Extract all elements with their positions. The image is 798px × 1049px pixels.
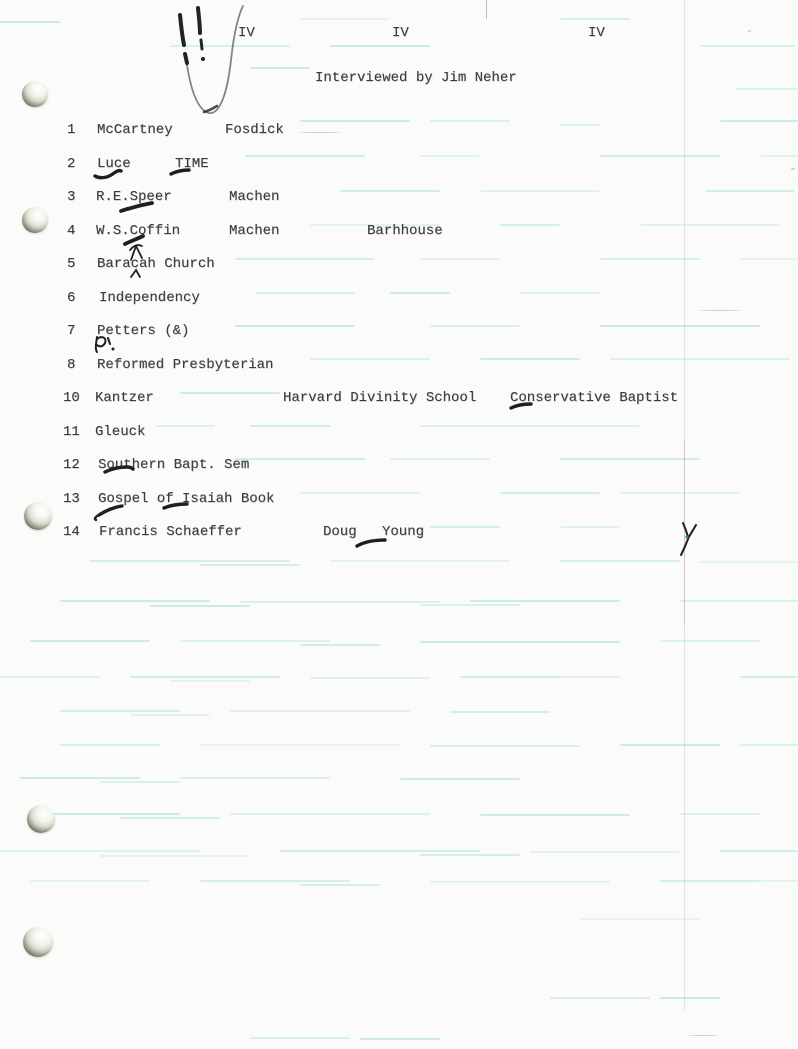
scan-streak <box>390 292 450 294</box>
list-item-number: 6 <box>67 290 76 306</box>
scan-streak <box>740 744 798 746</box>
page-numeral: IV <box>588 25 605 41</box>
scan-streak <box>340 190 440 192</box>
scan-streak <box>300 644 380 646</box>
scan-streak <box>300 120 410 122</box>
scan-streak <box>600 155 720 157</box>
punch-hole <box>24 502 52 530</box>
list-item-text: Gospel of Isaiah Book <box>98 491 275 507</box>
scan-streak <box>200 744 400 746</box>
list-item-number: 13 <box>63 491 80 507</box>
pen-scribble <box>180 6 243 113</box>
list-item-text: W.S.Coffin <box>96 223 181 239</box>
scan-streak <box>170 680 250 682</box>
scan-streak <box>735 88 798 90</box>
scan-streak <box>390 458 490 460</box>
list-item-text: Independency <box>99 290 200 306</box>
scan-streak <box>580 918 700 920</box>
ruled-vertical-line-pink <box>684 440 685 625</box>
punch-hole <box>22 81 48 107</box>
scan-streak <box>560 526 620 528</box>
scan-streak <box>470 600 620 602</box>
list-item-text: Francis Schaeffer <box>99 524 242 540</box>
list-item-text: Luce <box>97 156 131 172</box>
punch-hole <box>23 927 53 957</box>
scan-streak <box>230 813 430 815</box>
scan-streak <box>560 676 620 678</box>
scan-streak <box>420 258 500 260</box>
list-item-text: Southern Bapt. Sem <box>98 457 250 473</box>
scan-streak <box>560 560 680 562</box>
scan-streak <box>480 814 630 816</box>
scan-streak <box>660 880 760 882</box>
scan-streak <box>250 1037 350 1039</box>
scan-streak <box>520 292 600 294</box>
scan-streak <box>130 714 210 716</box>
scan-streak <box>760 155 798 157</box>
scan-streak <box>600 258 700 260</box>
scan-streak <box>700 561 798 563</box>
scan-streak <box>245 155 365 157</box>
scan-streak <box>560 458 700 460</box>
list-item-text: McCartney <box>97 122 173 138</box>
scan-smudge <box>700 310 740 311</box>
scan-streak <box>60 744 160 746</box>
list-item-number: 14 <box>63 524 80 540</box>
scan-streak <box>300 884 380 886</box>
scan-streak <box>200 880 350 882</box>
scan-streak <box>560 124 600 126</box>
list-item-number: 11 <box>63 424 80 440</box>
list-item-number: 3 <box>67 189 76 205</box>
scan-streak <box>680 600 798 602</box>
scan-streak <box>430 526 500 528</box>
scan-streak <box>660 997 720 999</box>
scan-streak <box>300 492 420 494</box>
scan-streak <box>620 492 740 494</box>
scan-streak <box>680 813 760 815</box>
scan-streak <box>0 676 100 678</box>
scan-streak <box>705 190 795 192</box>
scan-streak <box>420 155 480 157</box>
scan-streak <box>360 1038 440 1040</box>
scan-streak <box>180 777 330 779</box>
scan-streak <box>100 855 250 857</box>
scan-streak <box>130 676 280 678</box>
scan-streak <box>300 18 390 20</box>
scan-streak <box>420 425 640 427</box>
list-item-text: Machen <box>229 223 280 239</box>
scan-streak <box>230 710 410 712</box>
list-item-number: 12 <box>63 457 80 473</box>
scan-streak <box>740 676 798 678</box>
scan-streak <box>720 850 798 852</box>
scan-streak <box>610 358 790 360</box>
scan-streak <box>200 564 300 566</box>
list-item-number: 4 <box>67 223 76 239</box>
scan-streak <box>150 605 250 607</box>
punch-hole <box>22 207 48 233</box>
scan-streak <box>240 601 440 603</box>
scan-streak <box>60 710 180 712</box>
list-item-text: Doug <box>323 524 357 540</box>
scan-streak <box>180 392 280 394</box>
scan-streak <box>180 640 330 642</box>
scan-streak <box>600 325 760 327</box>
list-item-text: TIME <box>175 156 209 172</box>
list-item-number: 8 <box>67 357 76 373</box>
scan-streak <box>100 781 180 783</box>
scan-streak <box>430 325 520 327</box>
scan-streak <box>500 492 600 494</box>
scan-streak <box>250 425 330 427</box>
scan-streak <box>250 67 310 69</box>
scan-smudge <box>300 132 340 133</box>
page-title: Interviewed by Jim Neher <box>315 70 517 86</box>
scan-streak <box>660 640 760 642</box>
scan-streak <box>60 600 210 602</box>
scan-streak <box>120 817 220 819</box>
punch-hole <box>27 805 55 833</box>
scan-smudge <box>688 1035 718 1036</box>
scan-streak <box>480 358 580 360</box>
list-item-number: 1 <box>67 122 76 138</box>
list-item-text: Kantzer <box>95 390 154 406</box>
scan-streak <box>310 358 430 360</box>
scan-streak <box>310 677 430 679</box>
scan-streak <box>155 425 215 427</box>
scan-streak <box>550 997 650 999</box>
scan-streak <box>400 778 520 780</box>
scan-streak <box>620 744 720 746</box>
scan-smudge <box>748 30 751 32</box>
scan-streak <box>740 258 798 260</box>
list-item-text: R.E.Speer <box>96 189 172 205</box>
list-item-text: Machen <box>229 189 280 205</box>
list-item-number: 2 <box>67 156 76 172</box>
stray-vertical-mark <box>486 0 487 19</box>
scan-streak <box>30 640 150 642</box>
scan-streak <box>760 880 798 882</box>
list-item-text: Petters (&) <box>97 323 190 339</box>
scan-streak <box>450 711 550 713</box>
scan-streak <box>90 560 290 562</box>
scan-streak <box>235 458 365 460</box>
scan-streak <box>330 45 430 47</box>
list-item-text: Fosdick <box>225 122 284 138</box>
scan-streak <box>255 292 355 294</box>
scan-streak <box>530 851 680 853</box>
scan-streak <box>430 881 610 883</box>
list-item-number: 5 <box>67 256 76 272</box>
scan-streak <box>20 777 140 779</box>
scan-streak <box>420 854 520 856</box>
list-item-text: Young <box>382 524 425 540</box>
scan-streak <box>500 224 560 226</box>
page-numeral: IV <box>238 25 255 41</box>
scan-streak <box>430 120 510 122</box>
list-item-text: Barhhouse <box>367 223 443 239</box>
scan-streak <box>30 880 150 882</box>
list-item-text: Baracah Church <box>97 256 215 272</box>
scan-smudge <box>791 168 795 170</box>
scan-streak <box>235 325 355 327</box>
list-item-number: 10 <box>63 390 80 406</box>
list-item-text: Reformed Presbyterian <box>97 357 274 373</box>
list-item-text: Gleuck <box>95 424 146 440</box>
scan-streak <box>720 120 798 122</box>
scan-streak <box>480 190 600 192</box>
list-item-text: Conservative Baptist <box>510 390 679 406</box>
page-numeral: IV <box>392 25 409 41</box>
scan-streak <box>640 224 780 226</box>
scan-streak <box>330 560 510 562</box>
scan-streak <box>0 850 200 852</box>
scan-streak <box>235 258 375 260</box>
scan-streak <box>560 18 630 20</box>
scan-streak <box>430 745 580 747</box>
scan-streak <box>420 604 520 606</box>
scan-streak <box>420 641 620 643</box>
scan-streak <box>700 45 795 47</box>
handwritten-petters-note <box>96 337 115 352</box>
scan-streak <box>170 45 290 47</box>
scan-streak <box>0 21 60 23</box>
scan-streak <box>280 850 480 852</box>
scan-streak <box>460 676 560 678</box>
list-item-number: 7 <box>67 323 76 339</box>
list-item-text: Harvard Divinity School <box>283 390 477 406</box>
